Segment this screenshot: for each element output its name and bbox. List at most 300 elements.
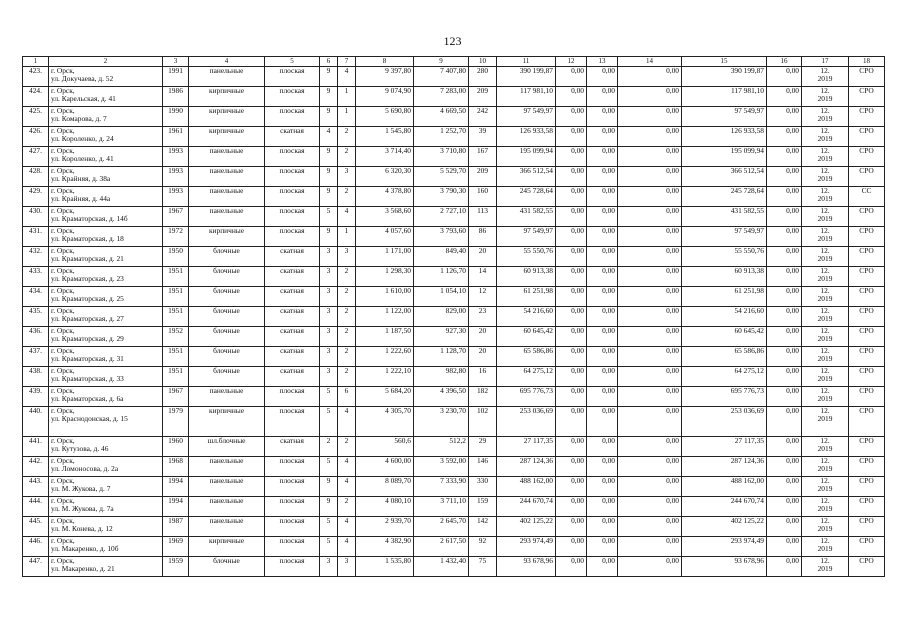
residents-count: 12	[469, 287, 497, 307]
cost-col-14: 0,00	[618, 557, 682, 577]
column-number-17: 17	[802, 57, 849, 67]
roof-type: скатная	[265, 367, 320, 387]
cost-col-15: 55 550,76	[682, 247, 767, 267]
row-number: 437.	[23, 347, 49, 367]
address-street: ул. Краматорская, д. 21	[51, 254, 124, 264]
address-street: ул. Крайняя, д. 38а	[51, 174, 111, 184]
total-cost: 64 275,12	[497, 367, 556, 387]
total-cost: 245 728,64	[497, 187, 556, 207]
total-area: 1 222,60	[356, 347, 414, 367]
wall-material: кирпичные	[189, 107, 265, 127]
cost-col-13: 0,00	[587, 327, 618, 347]
completion-date	[802, 287, 849, 307]
cost-col-13: 0,00	[587, 267, 618, 287]
completion-month: 12.	[820, 246, 830, 255]
completion-month: 12.	[820, 536, 830, 545]
cost-col-14: 0,00	[618, 457, 682, 477]
cost-col-13: 0,00	[587, 517, 618, 537]
cost-col-12: 0,00	[556, 497, 587, 517]
address-street: ул. Кутузова, д. 46	[51, 444, 109, 454]
address-cell	[49, 287, 163, 307]
cost-col-14: 0,00	[618, 267, 682, 287]
roof-type: плоская	[265, 477, 320, 497]
column-number-14: 14	[618, 57, 682, 67]
floors-count: 9	[320, 147, 338, 167]
floors-count: 5	[320, 537, 338, 557]
address-street: ул. М. Конева, д. 12	[51, 524, 113, 534]
address-cell	[49, 477, 163, 497]
total-area: 4 378,80	[356, 187, 414, 207]
entrances-count: 1	[338, 87, 356, 107]
completion-month: 12.	[820, 436, 830, 445]
cost-col-16: 0,00	[767, 457, 802, 477]
year-built: 1991	[163, 67, 189, 87]
account-type: СРО	[849, 107, 885, 127]
row-number: 434.	[23, 287, 49, 307]
residential-area: 3 230,70	[414, 407, 469, 437]
completion-month: 12.	[820, 226, 830, 235]
table-row	[23, 207, 885, 227]
completion-year: 2019	[817, 314, 833, 324]
residential-area: 5 529,70	[414, 167, 469, 187]
cost-col-12: 0,00	[556, 227, 587, 247]
total-cost: 390 199,87	[497, 67, 556, 87]
entrances-count: 2	[338, 287, 356, 307]
total-area: 4 382,90	[356, 537, 414, 557]
floors-count: 5	[320, 387, 338, 407]
wall-material: кирпичные	[189, 127, 265, 147]
roof-type: скатная	[265, 347, 320, 367]
entrances-count: 2	[338, 497, 356, 517]
roof-type: плоская	[265, 387, 320, 407]
cost-col-13: 0,00	[587, 497, 618, 517]
residential-area: 3 790,30	[414, 187, 469, 207]
column-number-16: 16	[767, 57, 802, 67]
entrances-count: 4	[338, 407, 356, 437]
address-cell	[49, 437, 163, 457]
residents-count: 20	[469, 347, 497, 367]
wall-material: панельные	[189, 387, 265, 407]
entrances-count: 4	[338, 67, 356, 87]
cost-col-12: 0,00	[556, 477, 587, 497]
year-built: 1951	[163, 367, 189, 387]
residential-area: 3 710,80	[414, 147, 469, 167]
cost-col-15: 195 099,94	[682, 147, 767, 167]
year-built: 1993	[163, 147, 189, 167]
residential-area: 1 432,40	[414, 557, 469, 577]
account-type: СРО	[849, 167, 885, 187]
address-street: ул. Короленко, д. 41	[51, 154, 114, 164]
cost-col-12: 0,00	[556, 207, 587, 227]
completion-year: 2019	[817, 94, 833, 104]
wall-material: панельные	[189, 147, 265, 167]
table-row	[23, 407, 885, 437]
column-number-5: 5	[265, 57, 320, 67]
completion-month: 12.	[820, 496, 830, 505]
address-cell	[49, 557, 163, 577]
address-city: г. Орск,	[51, 146, 75, 155]
cost-col-12: 0,00	[556, 457, 587, 477]
page-number: 123	[443, 34, 462, 48]
roof-type: плоская	[265, 457, 320, 477]
residents-count: 23	[469, 307, 497, 327]
table-row	[23, 307, 885, 327]
completion-month: 12.	[820, 456, 830, 465]
column-number-12: 12	[556, 57, 587, 67]
cost-col-15: 64 275,12	[682, 367, 767, 387]
completion-date	[802, 367, 849, 387]
row-number: 445.	[23, 517, 49, 537]
entrances-count: 2	[338, 307, 356, 327]
cost-col-15: 253 036,69	[682, 407, 767, 437]
entrances-count: 2	[338, 267, 356, 287]
cost-col-12: 0,00	[556, 437, 587, 457]
completion-year: 2019	[817, 134, 833, 144]
cost-col-16: 0,00	[767, 167, 802, 187]
row-number: 444.	[23, 497, 49, 517]
address-city: г. Орск,	[51, 226, 75, 235]
cost-col-15: 390 199,87	[682, 67, 767, 87]
address-cell	[49, 247, 163, 267]
residential-area: 927,30	[414, 327, 469, 347]
floors-count: 9	[320, 227, 338, 247]
row-number: 438.	[23, 367, 49, 387]
wall-material: кирпичные	[189, 87, 265, 107]
account-type: СРО	[849, 287, 885, 307]
total-cost: 488 162,00	[497, 477, 556, 497]
year-built: 1969	[163, 537, 189, 557]
address-city: г. Орск,	[51, 126, 75, 135]
cost-col-16: 0,00	[767, 147, 802, 167]
row-number: 446.	[23, 537, 49, 557]
address-cell	[49, 307, 163, 327]
completion-date	[802, 247, 849, 267]
cost-col-14: 0,00	[618, 407, 682, 437]
table-row	[23, 127, 885, 147]
completion-date	[802, 127, 849, 147]
cost-col-14: 0,00	[618, 437, 682, 457]
total-cost: 293 974,49	[497, 537, 556, 557]
address-street: ул. Краматорская, д. 14б	[51, 214, 128, 224]
table-row	[23, 327, 885, 347]
wall-material: блочные	[189, 287, 265, 307]
table-row	[23, 227, 885, 247]
completion-month: 12.	[820, 206, 830, 215]
wall-material: панельные	[189, 497, 265, 517]
completion-month: 12.	[820, 166, 830, 175]
cost-col-14: 0,00	[618, 147, 682, 167]
table-row	[23, 387, 885, 407]
cost-col-13: 0,00	[587, 147, 618, 167]
roof-type: плоская	[265, 87, 320, 107]
table-row	[23, 167, 885, 187]
completion-date	[802, 407, 849, 437]
completion-month: 12.	[820, 86, 830, 95]
cost-col-13: 0,00	[587, 247, 618, 267]
roof-type: плоская	[265, 517, 320, 537]
column-number-10: 10	[469, 57, 497, 67]
cost-col-13: 0,00	[587, 87, 618, 107]
row-number: 425.	[23, 107, 49, 127]
floors-count: 9	[320, 477, 338, 497]
cost-col-14: 0,00	[618, 477, 682, 497]
cost-col-12: 0,00	[556, 107, 587, 127]
cost-col-13: 0,00	[587, 167, 618, 187]
column-number-6: 6	[320, 57, 338, 67]
floors-count: 3	[320, 267, 338, 287]
cost-col-16: 0,00	[767, 287, 802, 307]
cost-col-12: 0,00	[556, 87, 587, 107]
address-cell	[49, 387, 163, 407]
residential-area: 1 054,10	[414, 287, 469, 307]
cost-col-14: 0,00	[618, 347, 682, 367]
total-area: 3 568,60	[356, 207, 414, 227]
cost-col-13: 0,00	[587, 67, 618, 87]
cost-col-12: 0,00	[556, 537, 587, 557]
completion-date	[802, 477, 849, 497]
wall-material: панельные	[189, 67, 265, 87]
entrances-count: 2	[338, 367, 356, 387]
completion-date	[802, 517, 849, 537]
table-row	[23, 517, 885, 537]
residents-count: 29	[469, 437, 497, 457]
wall-material: панельные	[189, 187, 265, 207]
wall-material: кирпичные	[189, 407, 265, 437]
residents-count: 92	[469, 537, 497, 557]
roof-type: плоская	[265, 167, 320, 187]
completion-date	[802, 207, 849, 227]
row-number: 429.	[23, 187, 49, 207]
account-type: СРО	[849, 367, 885, 387]
year-built: 1994	[163, 497, 189, 517]
year-built: 1990	[163, 107, 189, 127]
total-cost: 117 981,10	[497, 87, 556, 107]
total-area: 9 074,90	[356, 87, 414, 107]
total-cost: 97 549,97	[497, 107, 556, 127]
address-street: ул. Краматорская, д. 27	[51, 314, 124, 324]
entrances-count: 1	[338, 227, 356, 247]
address-city: г. Орск,	[51, 266, 75, 275]
row-number: 443.	[23, 477, 49, 497]
residential-area: 7 333,90	[414, 477, 469, 497]
address-street: ул. Краматорская, д. 29	[51, 334, 124, 344]
entrances-count: 4	[338, 537, 356, 557]
year-built: 1994	[163, 477, 189, 497]
cost-col-14: 0,00	[618, 227, 682, 247]
year-built: 1967	[163, 387, 189, 407]
address-street: ул. Краматорская, д. 25	[51, 294, 124, 304]
cost-col-15: 488 162,00	[682, 477, 767, 497]
table-row	[23, 87, 885, 107]
wall-material: блочные	[189, 247, 265, 267]
address-city: г. Орск,	[51, 346, 75, 355]
row-number: 426.	[23, 127, 49, 147]
cost-col-16: 0,00	[767, 107, 802, 127]
cost-col-12: 0,00	[556, 557, 587, 577]
completion-year: 2019	[817, 394, 833, 404]
completion-month: 12.	[820, 476, 830, 485]
residents-count: 20	[469, 247, 497, 267]
address-city: г. Орск,	[51, 366, 75, 375]
address-city: г. Орск,	[51, 536, 75, 545]
residents-count: 142	[469, 517, 497, 537]
table-row	[23, 497, 885, 517]
column-number-9: 9	[414, 57, 469, 67]
entrances-count: 3	[338, 247, 356, 267]
roof-type: плоская	[265, 497, 320, 517]
cost-col-15: 402 125,22	[682, 517, 767, 537]
residents-count: 159	[469, 497, 497, 517]
completion-year: 2019	[817, 564, 833, 574]
residents-count: 20	[469, 327, 497, 347]
cost-col-13: 0,00	[587, 407, 618, 437]
address-cell	[49, 107, 163, 127]
floors-count: 3	[320, 347, 338, 367]
address-cell	[49, 87, 163, 107]
roof-type: плоская	[265, 147, 320, 167]
address-cell	[49, 457, 163, 477]
floors-count: 9	[320, 167, 338, 187]
cost-col-16: 0,00	[767, 477, 802, 497]
entrances-count: 4	[338, 457, 356, 477]
wall-material: кирпичные	[189, 227, 265, 247]
total-cost: 54 216,60	[497, 307, 556, 327]
total-area: 1 610,00	[356, 287, 414, 307]
cost-col-15: 293 974,49	[682, 537, 767, 557]
completion-year: 2019	[817, 354, 833, 364]
roof-type: скатная	[265, 307, 320, 327]
address-street: ул. Крайняя, д. 44а	[51, 194, 111, 204]
total-cost: 27 117,35	[497, 437, 556, 457]
entrances-count: 2	[338, 437, 356, 457]
wall-material: блочные	[189, 267, 265, 287]
completion-month: 12.	[820, 286, 830, 295]
completion-month: 12.	[820, 106, 830, 115]
cost-col-12: 0,00	[556, 127, 587, 147]
total-area: 8 089,70	[356, 477, 414, 497]
total-area: 4 080,10	[356, 497, 414, 517]
completion-month: 12.	[820, 326, 830, 335]
cost-col-15: 65 586,86	[682, 347, 767, 367]
cost-col-16: 0,00	[767, 387, 802, 407]
cost-col-12: 0,00	[556, 187, 587, 207]
year-built: 1951	[163, 347, 189, 367]
residents-count: 182	[469, 387, 497, 407]
cost-col-13: 0,00	[587, 457, 618, 477]
total-area: 4 305,70	[356, 407, 414, 437]
cost-col-14: 0,00	[618, 167, 682, 187]
residents-count: 167	[469, 147, 497, 167]
cost-col-16: 0,00	[767, 497, 802, 517]
address-city: г. Орск,	[51, 166, 75, 175]
total-cost: 60 913,38	[497, 267, 556, 287]
wall-material: блочные	[189, 557, 265, 577]
completion-year: 2019	[817, 464, 833, 474]
address-cell	[49, 517, 163, 537]
total-cost: 55 550,76	[497, 247, 556, 267]
account-type: СРО	[849, 347, 885, 367]
address-cell	[49, 537, 163, 557]
residential-area: 4 669,50	[414, 107, 469, 127]
floors-count: 9	[320, 107, 338, 127]
table-row	[23, 557, 885, 577]
row-number: 439.	[23, 387, 49, 407]
completion-date	[802, 457, 849, 477]
completion-date	[802, 387, 849, 407]
total-area: 1 171,00	[356, 247, 414, 267]
address-cell	[49, 347, 163, 367]
completion-year: 2019	[817, 504, 833, 514]
cost-col-14: 0,00	[618, 87, 682, 107]
roof-type: скатная	[265, 247, 320, 267]
completion-date	[802, 347, 849, 367]
completion-month: 12.	[820, 386, 830, 395]
floors-count: 3	[320, 327, 338, 347]
total-area: 3 714,40	[356, 147, 414, 167]
completion-year: 2019	[817, 524, 833, 534]
year-built: 1952	[163, 327, 189, 347]
total-cost: 60 645,42	[497, 327, 556, 347]
completion-date	[802, 437, 849, 457]
cost-col-14: 0,00	[618, 287, 682, 307]
residents-count: 39	[469, 127, 497, 147]
year-built: 1959	[163, 557, 189, 577]
residential-area: 7 407,80	[414, 67, 469, 87]
roof-type: скатная	[265, 127, 320, 147]
account-type: СРО	[849, 557, 885, 577]
table-row	[23, 187, 885, 207]
address-city: г. Орск,	[51, 496, 75, 505]
cost-col-13: 0,00	[587, 227, 618, 247]
address-city: г. Орск,	[51, 456, 75, 465]
account-type: СРО	[849, 387, 885, 407]
cost-col-16: 0,00	[767, 537, 802, 557]
cost-col-16: 0,00	[767, 327, 802, 347]
cost-col-12: 0,00	[556, 347, 587, 367]
address-street: ул. Краматорская, д. 18	[51, 234, 124, 244]
roof-type: плоская	[265, 537, 320, 557]
cost-col-14: 0,00	[618, 127, 682, 147]
cost-col-13: 0,00	[587, 387, 618, 407]
table-body	[23, 67, 885, 577]
total-area: 2 939,70	[356, 517, 414, 537]
completion-month: 12.	[820, 126, 830, 135]
column-number-18: 18	[849, 57, 885, 67]
completion-month: 12.	[820, 186, 830, 195]
column-number-row	[23, 57, 885, 67]
residential-area: 849,40	[414, 247, 469, 267]
address-city: г. Орск,	[51, 206, 75, 215]
residents-count: 86	[469, 227, 497, 247]
cost-col-16: 0,00	[767, 227, 802, 247]
residents-count: 209	[469, 167, 497, 187]
address-cell	[49, 367, 163, 387]
column-number-15: 15	[682, 57, 767, 67]
cost-col-13: 0,00	[587, 437, 618, 457]
address-city: г. Орск,	[51, 516, 75, 525]
table-row	[23, 477, 885, 497]
cost-col-14: 0,00	[618, 247, 682, 267]
wall-material: блочные	[189, 347, 265, 367]
cost-col-13: 0,00	[587, 537, 618, 557]
row-number: 432.	[23, 247, 49, 267]
residents-count: 14	[469, 267, 497, 287]
completion-date	[802, 497, 849, 517]
residential-area: 829,00	[414, 307, 469, 327]
address-cell	[49, 167, 163, 187]
floors-count: 9	[320, 497, 338, 517]
residential-area: 1 126,70	[414, 267, 469, 287]
